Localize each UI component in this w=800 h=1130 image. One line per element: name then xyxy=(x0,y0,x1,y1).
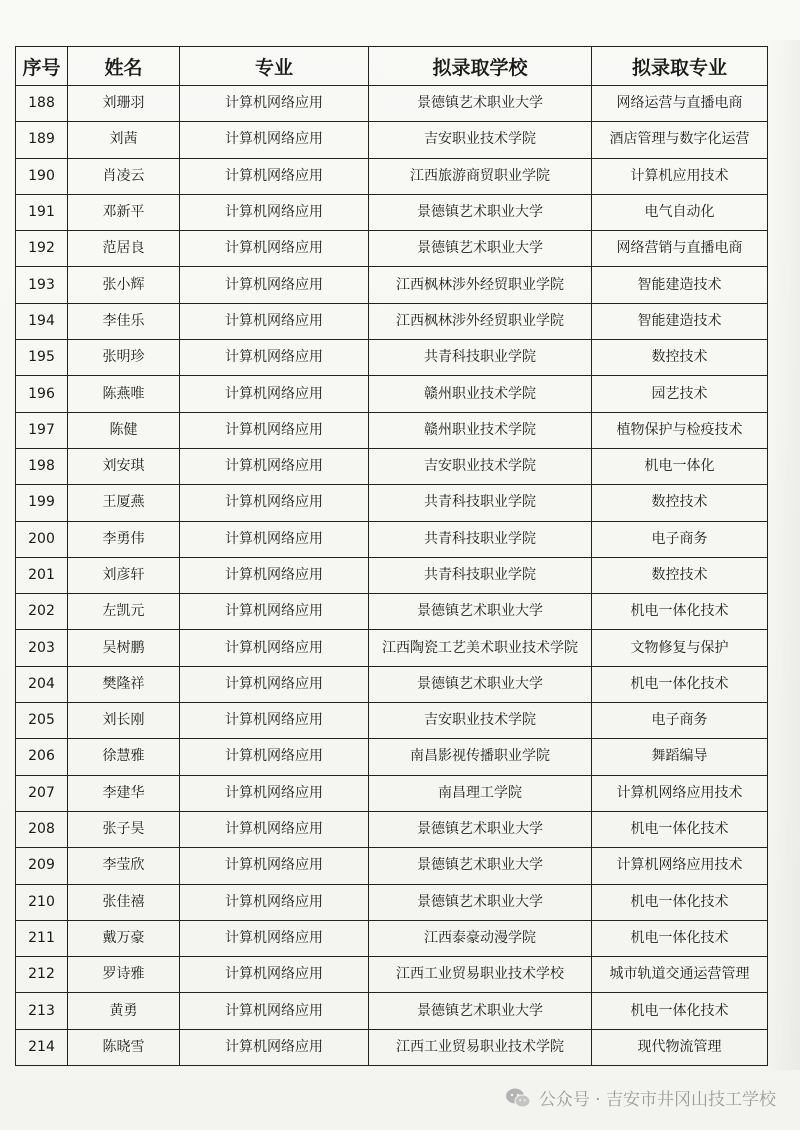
cell-admitted-school: 吉安职业技术学院 xyxy=(369,448,592,484)
cell-admitted-major: 机电一体化技术 xyxy=(592,920,768,956)
table-row xyxy=(16,848,768,884)
cell-admitted-school: 江西泰豪动漫学院 xyxy=(369,920,592,956)
cell-name: 李莹欣 xyxy=(68,848,180,884)
cell-admitted-school: 共青科技职业学院 xyxy=(369,485,592,521)
cell-serial: 202 xyxy=(16,594,68,630)
cell-major: 计算机网络应用 xyxy=(180,594,369,630)
watermark-text: 公众号 · 吉安市井冈山技工学校 xyxy=(538,1090,776,1110)
table-row xyxy=(16,703,768,739)
header-serial: 序号 xyxy=(16,47,68,86)
cell-admitted-major: 机电一体化技术 xyxy=(592,666,768,702)
cell-name: 范居良 xyxy=(68,231,180,267)
cell-serial: 212 xyxy=(16,957,68,993)
cell-serial: 198 xyxy=(16,448,68,484)
cell-name: 李建华 xyxy=(68,775,180,811)
cell-admitted-school: 江西陶瓷工艺美术职业技术学院 xyxy=(369,630,592,666)
cell-serial: 205 xyxy=(16,703,68,739)
cell-name: 罗诗雅 xyxy=(68,957,180,993)
cell-major: 计算机网络应用 xyxy=(180,158,369,194)
cell-serial: 197 xyxy=(16,412,68,448)
cell-serial: 188 xyxy=(16,86,68,122)
cell-admitted-major: 电气自动化 xyxy=(592,194,768,230)
table-row xyxy=(16,122,768,158)
cell-admitted-major: 网络运营与直播电商 xyxy=(592,86,768,122)
cell-major: 计算机网络应用 xyxy=(180,86,369,122)
cell-admitted-major: 园艺技术 xyxy=(592,376,768,412)
table-row xyxy=(16,957,768,993)
cell-admitted-school: 江西工业贸易职业技术学院 xyxy=(369,1029,592,1065)
table-row xyxy=(16,993,768,1029)
table-row xyxy=(16,666,768,702)
cell-major: 计算机网络应用 xyxy=(180,848,369,884)
cell-serial: 213 xyxy=(16,993,68,1029)
cell-serial: 195 xyxy=(16,340,68,376)
cell-major: 计算机网络应用 xyxy=(180,811,369,847)
cell-admitted-school: 景德镇艺术职业大学 xyxy=(369,231,592,267)
cell-name: 刘珊羽 xyxy=(68,86,180,122)
cell-admitted-major: 机电一体化技术 xyxy=(592,811,768,847)
cell-admitted-major: 城市轨道交通运营管理 xyxy=(592,957,768,993)
table-row xyxy=(16,811,768,847)
header-major: 专业 xyxy=(180,47,369,86)
cell-admitted-major: 数控技术 xyxy=(592,340,768,376)
header-admitted-major: 拟录取专业 xyxy=(592,47,768,86)
table-row xyxy=(16,340,768,376)
cell-name: 张小辉 xyxy=(68,267,180,303)
cell-admitted-major: 计算机网络应用技术 xyxy=(592,775,768,811)
table-row xyxy=(16,630,768,666)
cell-name: 邓新平 xyxy=(68,194,180,230)
table-row xyxy=(16,557,768,593)
admission-table xyxy=(15,46,768,1066)
cell-serial: 204 xyxy=(16,666,68,702)
cell-name: 戴万豪 xyxy=(68,920,180,956)
cell-major: 计算机网络应用 xyxy=(180,448,369,484)
cell-serial: 214 xyxy=(16,1029,68,1065)
cell-major: 计算机网络应用 xyxy=(180,775,369,811)
cell-serial: 203 xyxy=(16,630,68,666)
cell-serial: 196 xyxy=(16,376,68,412)
cell-major: 计算机网络应用 xyxy=(180,122,369,158)
cell-serial: 189 xyxy=(16,122,68,158)
table-header-row xyxy=(16,47,768,86)
cell-admitted-school: 景德镇艺术职业大学 xyxy=(369,993,592,1029)
cell-name: 陈健 xyxy=(68,412,180,448)
cell-admitted-school: 吉安职业技术学院 xyxy=(369,703,592,739)
cell-name: 黄勇 xyxy=(68,993,180,1029)
cell-serial: 190 xyxy=(16,158,68,194)
page-edge-shadow xyxy=(766,40,800,1070)
cell-admitted-major: 智能建造技术 xyxy=(592,303,768,339)
table-row xyxy=(16,448,768,484)
table-row xyxy=(16,194,768,230)
cell-admitted-major: 数控技术 xyxy=(592,485,768,521)
cell-name: 刘茜 xyxy=(68,122,180,158)
cell-serial: 193 xyxy=(16,267,68,303)
cell-serial: 192 xyxy=(16,231,68,267)
cell-serial: 199 xyxy=(16,485,68,521)
cell-admitted-school: 江西旅游商贸职业学院 xyxy=(369,158,592,194)
cell-major: 计算机网络应用 xyxy=(180,920,369,956)
cell-admitted-major: 计算机网络应用技术 xyxy=(592,848,768,884)
cell-serial: 210 xyxy=(16,884,68,920)
cell-serial: 201 xyxy=(16,557,68,593)
cell-major: 计算机网络应用 xyxy=(180,703,369,739)
cell-name: 张子昊 xyxy=(68,811,180,847)
table-row xyxy=(16,739,768,775)
cell-admitted-major: 文物修复与保护 xyxy=(592,630,768,666)
cell-admitted-major: 舞蹈编导 xyxy=(592,739,768,775)
cell-major: 计算机网络应用 xyxy=(180,194,369,230)
table-row xyxy=(16,231,768,267)
cell-serial: 191 xyxy=(16,194,68,230)
cell-major: 计算机网络应用 xyxy=(180,412,369,448)
cell-major: 计算机网络应用 xyxy=(180,1029,369,1065)
table-row xyxy=(16,412,768,448)
cell-serial: 208 xyxy=(16,811,68,847)
cell-admitted-school: 景德镇艺术职业大学 xyxy=(369,594,592,630)
header-admitted-school: 拟录取学校 xyxy=(369,47,592,86)
cell-major: 计算机网络应用 xyxy=(180,557,369,593)
cell-admitted-school: 吉安职业技术学院 xyxy=(369,122,592,158)
cell-major: 计算机网络应用 xyxy=(180,739,369,775)
wechat-icon xyxy=(505,1087,531,1109)
cell-name: 陈晓雪 xyxy=(68,1029,180,1065)
cell-admitted-school: 共青科技职业学院 xyxy=(369,340,592,376)
cell-major: 计算机网络应用 xyxy=(180,521,369,557)
cell-major: 计算机网络应用 xyxy=(180,485,369,521)
cell-name: 刘安琪 xyxy=(68,448,180,484)
table-row xyxy=(16,485,768,521)
cell-name: 李勇伟 xyxy=(68,521,180,557)
cell-name: 肖凌云 xyxy=(68,158,180,194)
wechat-watermark xyxy=(505,1085,776,1110)
cell-admitted-school: 景德镇艺术职业大学 xyxy=(369,884,592,920)
table-row xyxy=(16,86,768,122)
cell-admitted-major: 电子商务 xyxy=(592,703,768,739)
cell-name: 张明珍 xyxy=(68,340,180,376)
cell-major: 计算机网络应用 xyxy=(180,376,369,412)
cell-admitted-major: 植物保护与检疫技术 xyxy=(592,412,768,448)
cell-major: 计算机网络应用 xyxy=(180,340,369,376)
cell-admitted-major: 机电一体化 xyxy=(592,448,768,484)
cell-admitted-school: 景德镇艺术职业大学 xyxy=(369,666,592,702)
cell-admitted-school: 景德镇艺术职业大学 xyxy=(369,811,592,847)
cell-admitted-school: 共青科技职业学院 xyxy=(369,557,592,593)
cell-admitted-school: 江西枫林涉外经贸职业学院 xyxy=(369,303,592,339)
cell-admitted-major: 酒店管理与数字化运营 xyxy=(592,122,768,158)
cell-admitted-major: 计算机应用技术 xyxy=(592,158,768,194)
table-row xyxy=(16,594,768,630)
cell-admitted-major: 智能建造技术 xyxy=(592,267,768,303)
table-row xyxy=(16,376,768,412)
cell-admitted-school: 赣州职业技术学院 xyxy=(369,376,592,412)
cell-major: 计算机网络应用 xyxy=(180,303,369,339)
cell-name: 吴树鹏 xyxy=(68,630,180,666)
cell-major: 计算机网络应用 xyxy=(180,884,369,920)
cell-admitted-major: 网络营销与直播电商 xyxy=(592,231,768,267)
table-row xyxy=(16,775,768,811)
table-row xyxy=(16,521,768,557)
table-row xyxy=(16,920,768,956)
table-row xyxy=(16,1029,768,1065)
cell-serial: 207 xyxy=(16,775,68,811)
table-row xyxy=(16,267,768,303)
cell-name: 王厦燕 xyxy=(68,485,180,521)
cell-serial: 211 xyxy=(16,920,68,956)
cell-admitted-school: 南昌理工学院 xyxy=(369,775,592,811)
table-row xyxy=(16,884,768,920)
cell-serial: 209 xyxy=(16,848,68,884)
cell-name: 左凯元 xyxy=(68,594,180,630)
cell-name: 刘彦轩 xyxy=(68,557,180,593)
cell-major: 计算机网络应用 xyxy=(180,957,369,993)
cell-admitted-major: 电子商务 xyxy=(592,521,768,557)
cell-major: 计算机网络应用 xyxy=(180,666,369,702)
table-row xyxy=(16,158,768,194)
cell-admitted-school: 景德镇艺术职业大学 xyxy=(369,86,592,122)
cell-name: 刘长刚 xyxy=(68,703,180,739)
header-name: 姓名 xyxy=(68,47,180,86)
cell-name: 张佳禧 xyxy=(68,884,180,920)
cell-admitted-major: 现代物流管理 xyxy=(592,1029,768,1065)
cell-admitted-school: 景德镇艺术职业大学 xyxy=(369,194,592,230)
table-row xyxy=(16,303,768,339)
cell-name: 樊隆祥 xyxy=(68,666,180,702)
cell-admitted-school: 共青科技职业学院 xyxy=(369,521,592,557)
cell-major: 计算机网络应用 xyxy=(180,231,369,267)
cell-major: 计算机网络应用 xyxy=(180,630,369,666)
cell-serial: 206 xyxy=(16,739,68,775)
cell-name: 李佳乐 xyxy=(68,303,180,339)
cell-major: 计算机网络应用 xyxy=(180,993,369,1029)
cell-admitted-school: 赣州职业技术学院 xyxy=(369,412,592,448)
cell-admitted-major: 机电一体化技术 xyxy=(592,594,768,630)
cell-name: 陈燕唯 xyxy=(68,376,180,412)
cell-admitted-school: 江西工业贸易职业技术学校 xyxy=(369,957,592,993)
cell-admitted-school: 南昌影视传播职业学院 xyxy=(369,739,592,775)
cell-admitted-school: 景德镇艺术职业大学 xyxy=(369,848,592,884)
cell-admitted-school: 江西枫林涉外经贸职业学院 xyxy=(369,267,592,303)
cell-major: 计算机网络应用 xyxy=(180,267,369,303)
cell-admitted-major: 机电一体化技术 xyxy=(592,884,768,920)
cell-admitted-major: 机电一体化技术 xyxy=(592,993,768,1029)
cell-serial: 194 xyxy=(16,303,68,339)
cell-name: 徐慧雅 xyxy=(68,739,180,775)
cell-admitted-major: 数控技术 xyxy=(592,557,768,593)
table-body xyxy=(16,86,768,1066)
cell-serial: 200 xyxy=(16,521,68,557)
